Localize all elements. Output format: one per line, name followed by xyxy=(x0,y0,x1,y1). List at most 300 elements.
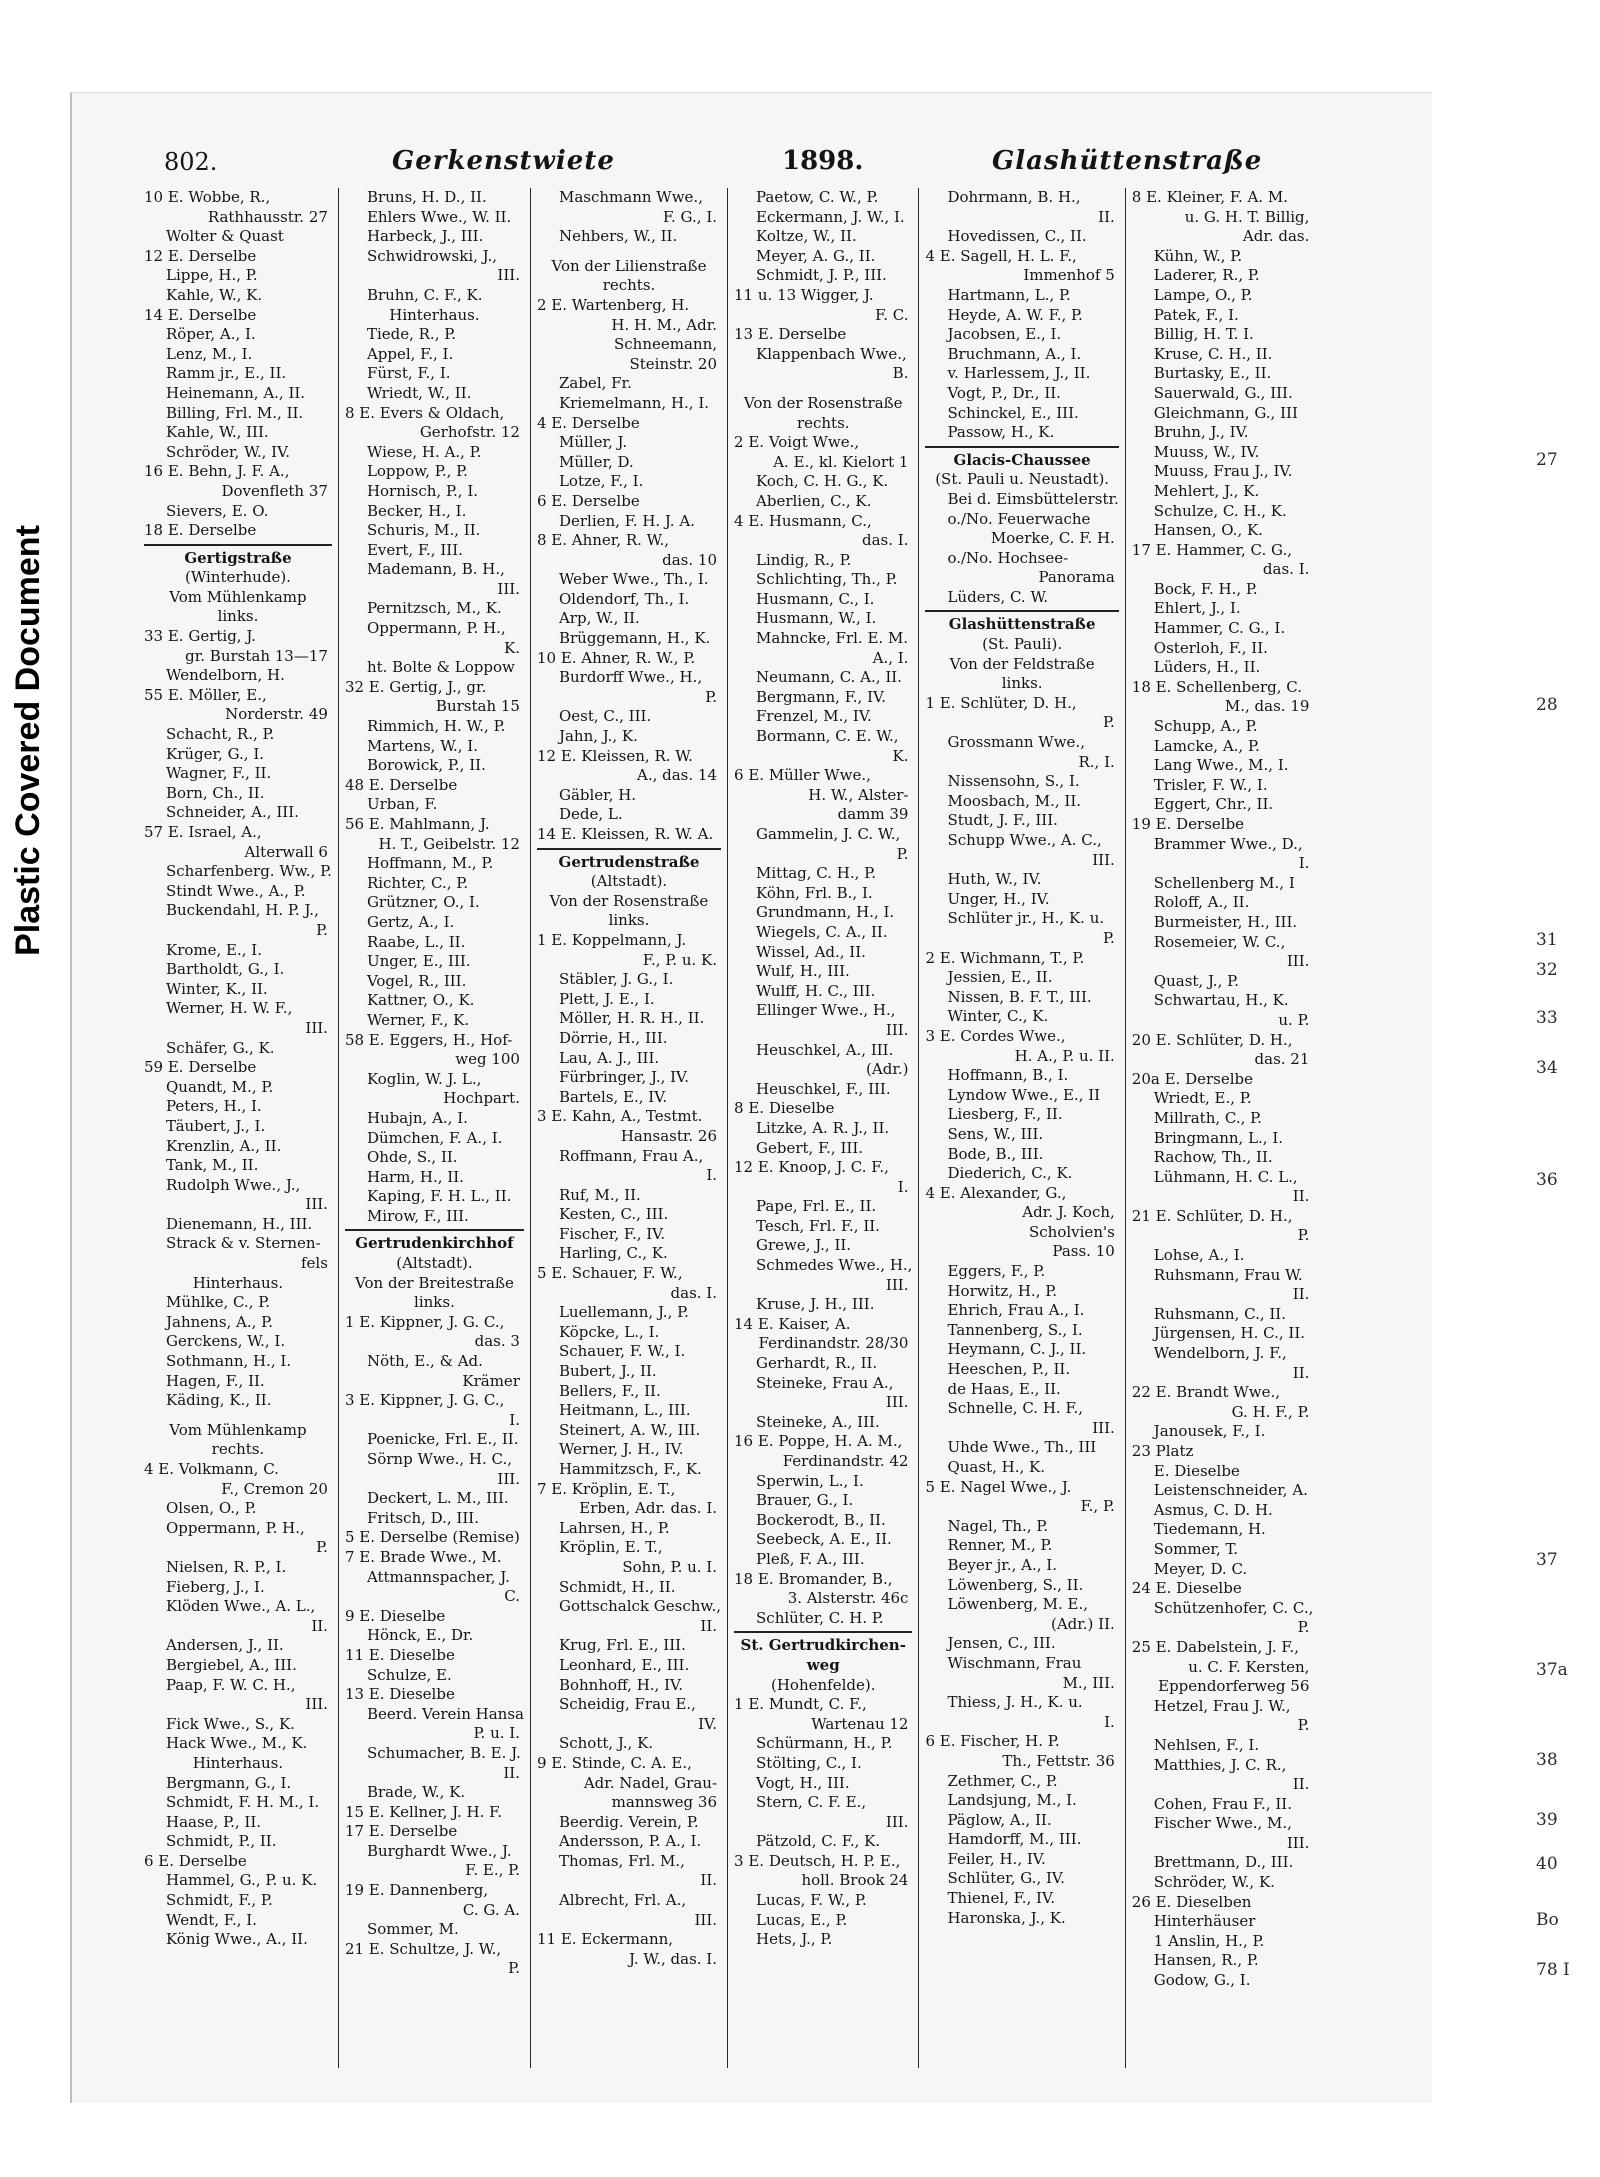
directory-entry: Krenzlin, A., II. xyxy=(166,1136,282,1155)
directory-entry: Fieberg, J., I. xyxy=(166,1577,265,1596)
directory-entry: Thomas, Frl. M., xyxy=(558,1851,685,1870)
directory-entry: K. xyxy=(503,638,520,657)
directory-entry: 4 E. Derselbe xyxy=(536,413,640,432)
directory-entry: Diederich, C., K. xyxy=(947,1164,1073,1183)
directory-entry: Hammer, C. G., I. xyxy=(1153,619,1286,638)
edge-house-number: Bo xyxy=(1536,1910,1559,1930)
directory-entry: das. I. xyxy=(861,531,909,550)
directory-entry: II. xyxy=(503,1763,520,1782)
directory-entry: Lühmann, H. C. L., xyxy=(1153,1167,1298,1186)
directory-entry: Lucas, F. W., P. xyxy=(756,1891,867,1910)
directory-entry: Wiese, H. A., P. xyxy=(366,442,482,461)
street-heading: Glashüttenstraße xyxy=(948,615,1096,634)
directory-entry: Andersson, P. A., I. xyxy=(558,1832,702,1851)
directory-entry: Grossmann Wwe., xyxy=(947,733,1085,752)
directory-entry: G. H. F., P. xyxy=(1231,1402,1310,1421)
directory-entry: Neumann, C. A., II. xyxy=(756,668,902,687)
directory-entry: 10 E. Wobbe, R., xyxy=(144,188,271,206)
directory-entry: Kesten, C., III. xyxy=(558,1205,669,1224)
directory-entry: 15 E. Kellner, J. H. F. xyxy=(344,1802,502,1821)
edge-house-number: 32 xyxy=(1536,960,1558,980)
directory-entry: Panorama xyxy=(1038,568,1115,587)
directory-entry: 2 E. Voigt Wwe., xyxy=(734,433,860,452)
directory-entry: Krug, Frl. E., III. xyxy=(558,1636,686,1655)
directory-entry: Dovenfleth 37 xyxy=(221,481,328,500)
directory-entry: 2 E. Wartenberg, H. xyxy=(536,295,690,314)
directory-entry: Erben, Adr. das. I. xyxy=(579,1499,718,1518)
directory-entry: 1 E. Mundt, C. F., xyxy=(734,1695,867,1714)
directory-entry: Dienemann, H., III. xyxy=(166,1214,313,1233)
directory-entry: Schmidt, F. H. M., I. xyxy=(166,1793,320,1812)
directory-entry: Stern, C. F. E., xyxy=(756,1793,867,1812)
directory-entry: Passow, H., K. xyxy=(947,423,1055,442)
directory-entry: 3 E. Deutsch, H. P. E., xyxy=(734,1851,901,1870)
spacer xyxy=(734,384,912,394)
directory-entry: Asmus, C. D. H. xyxy=(1153,1500,1273,1519)
directory-entry: Heinemann, A., II. xyxy=(166,383,306,402)
directory-entry: P. xyxy=(316,1538,328,1557)
directory-entry: Pernitzsch, M., K. xyxy=(366,599,502,618)
directory-entry: P. xyxy=(316,920,328,939)
directory-entry: Gerhardt, R., II. xyxy=(756,1354,878,1373)
directory-entry: Albrecht, Frl. A., xyxy=(558,1891,687,1910)
directory-entry: Schott, J., K. xyxy=(558,1734,654,1753)
directory-entry: Sens, W., III. xyxy=(947,1124,1044,1143)
directory-entry: Godow, G., I. xyxy=(1153,1971,1251,1990)
directory-entry: E. Dieselbe xyxy=(1153,1461,1240,1480)
directory-entry: Nagel, Th., P. xyxy=(947,1516,1049,1535)
directory-column xyxy=(531,188,728,2068)
directory-entry: R., I. xyxy=(1078,752,1115,771)
directory-entry: Maschmann Wwe., xyxy=(558,188,703,206)
directory-entry: Poenicke, Frl. E., II. xyxy=(366,1430,519,1449)
directory-entry: Roffmann, Frau A., xyxy=(558,1146,704,1165)
directory-entry: Steinert, A. W., III. xyxy=(558,1420,701,1439)
directory-entry: Vogt, P., Dr., II. xyxy=(947,383,1061,402)
directory-entry: Müller, J. xyxy=(558,433,628,452)
directory-entry: Schauer, F. W., I. xyxy=(558,1342,686,1361)
directory-entry: Klöden Wwe., A. L., xyxy=(166,1597,316,1616)
directory-entry: Sothmann, H., I. xyxy=(166,1352,292,1371)
directory-entry: Zabel, Fr. xyxy=(558,374,632,393)
directory-entry: Borowick, P., II. xyxy=(366,756,486,775)
directory-entry: Muuss, Frau J., IV. xyxy=(1153,462,1293,481)
right-running-title: Glashüttenstraße xyxy=(992,146,1263,176)
directory-entry: 14 E. Derselbe xyxy=(144,305,257,324)
directory-entry: Brade, W., K. xyxy=(366,1783,466,1802)
directory-entry: 56 E. Mahlmann, J. xyxy=(344,815,490,833)
directory-entry: Brüggemann, H., K. xyxy=(558,629,711,648)
directory-entry: Steineke, Frau A., xyxy=(756,1373,894,1392)
directory-entry: Ehrich, Frau A., I. xyxy=(947,1301,1085,1320)
directory-entry: Patek, F., I. xyxy=(1153,305,1239,324)
directory-entry: Millrath, C., P. xyxy=(1153,1108,1262,1127)
directory-entry: Heeschen, P., II. xyxy=(947,1360,1071,1379)
directory-entry: C. G. A. xyxy=(462,1900,520,1919)
directory-entry: Ehlert, J., I. xyxy=(1153,599,1241,618)
directory-entry: Heitmann, L., III. xyxy=(558,1401,691,1420)
directory-entry: 11 u. 13 Wigger, J. xyxy=(734,285,874,304)
directory-entry: I. xyxy=(1104,1712,1115,1731)
directory-entry: Unger, E., III. xyxy=(366,952,471,971)
directory-entry: Heuschkel, A., III. xyxy=(756,1040,894,1059)
directory-entry: Wischmann, Frau xyxy=(947,1653,1082,1672)
directory-entry: P. xyxy=(1297,1618,1310,1637)
directory-entry: Rachow, Th., II. xyxy=(1153,1148,1273,1167)
directory-entry: 5 E. Derselbe (Remise) xyxy=(344,1528,520,1547)
directory-entry: Koglin, W. J. L., xyxy=(366,1069,482,1088)
directory-entry: Oest, C., III. xyxy=(558,707,652,726)
directory-entry: Lyndow Wwe., E., II xyxy=(947,1085,1101,1104)
directory-entry: Hartmann, L., P. xyxy=(947,285,1071,304)
directory-entry: Quast, H., K. xyxy=(947,1458,1045,1476)
directory-entry: Sörnp Wwe., H. C., xyxy=(366,1450,512,1468)
directory-entry: Seebeck, A. E., II. xyxy=(756,1530,892,1549)
directory-entry: Hamdorff, M., III. xyxy=(947,1830,1082,1849)
directory-entry: 19 E. Dannenberg, xyxy=(344,1881,489,1900)
directory-entry: 8 E. Dieselbe xyxy=(734,1099,835,1118)
directory-entry: Schlichting, Th., P. xyxy=(756,570,898,589)
section-divider xyxy=(345,1229,524,1231)
directory-entry: Jensen, C., III. xyxy=(947,1634,1056,1653)
directory-entry: A., I. xyxy=(872,648,909,667)
directory-entry: Ehlers Wwe., W. II. xyxy=(366,207,512,226)
directory-entry: Steineke, A., III. xyxy=(756,1412,880,1431)
directory-entry: P. xyxy=(508,1959,520,1978)
edge-house-number: 78 I xyxy=(1536,1960,1570,1980)
directory-entry: Kahle, W., III. xyxy=(166,423,269,442)
directory-entry: Quandt, M., P. xyxy=(166,1077,274,1096)
directory-entry: Schulze, E. xyxy=(366,1665,452,1684)
section-note: (Winterhude). xyxy=(184,568,291,587)
directory-entry: Beerd. Verein Hansa xyxy=(366,1704,524,1723)
directory-entry: P. xyxy=(1102,713,1115,732)
edge-house-number: 31 xyxy=(1536,930,1558,950)
directory-entry: Olsen, O., P. xyxy=(166,1499,257,1518)
directory-entry: Grundmann, H., I. xyxy=(756,903,895,922)
directory-entry: Eggers, F., P. xyxy=(947,1262,1046,1281)
directory-entry: Grewe, J., II. xyxy=(756,1236,852,1255)
directory-entry: Husmann, C., I. xyxy=(756,589,875,608)
directory-entry: Lenz, M., I. xyxy=(166,344,253,363)
directory-entry: Scharfenberg. Ww., P. xyxy=(166,862,332,881)
directory-entry: Lüders, C. W. xyxy=(947,587,1049,606)
directory-entry: Wendelborn, H. xyxy=(166,666,285,685)
directory-entry: 14 E. Kaiser, A. xyxy=(734,1314,851,1333)
directory-entry: Kriemelmann, H., I. xyxy=(558,393,710,412)
directory-entry: Bode, B., III. xyxy=(947,1144,1044,1163)
directory-entry: Immenhof 5 xyxy=(1023,266,1115,285)
directory-entry: III. xyxy=(305,1695,328,1714)
section-divider xyxy=(734,1631,912,1633)
directory-entry: Haase, P., II. xyxy=(166,1812,262,1831)
directory-entry: Tiede, R., P. xyxy=(366,325,457,344)
directory-entry: Lamcke, A., P. xyxy=(1153,736,1260,755)
directory-entry: Sohn, P. u. I. xyxy=(622,1557,718,1576)
directory-entry: de Haas, E., II. xyxy=(947,1379,1061,1398)
section-note: (St. Pauli u. Neustadt). xyxy=(935,470,1110,489)
directory-entry: Schmidt, F., P. xyxy=(166,1891,273,1910)
directory-entry: Gleichmann, G., III xyxy=(1153,403,1298,422)
directory-entry: Tiedemann, H. xyxy=(1153,1520,1266,1539)
directory-entry: F. G., I. xyxy=(662,207,718,226)
directory-entry: Gertz, A., I. xyxy=(366,912,455,931)
directory-entry: o./No. Feuerwache xyxy=(947,509,1091,528)
directory-entry: Fischer Wwe., M., xyxy=(1153,1814,1292,1833)
directory-column xyxy=(728,188,919,2068)
directory-entry: 9 E. Stinde, C. A. E., xyxy=(536,1753,692,1772)
directory-entry: Fürst, F., I. xyxy=(366,364,451,383)
section-note: links. xyxy=(608,911,650,930)
directory-entry: Pätzold, C. F., K. xyxy=(756,1832,881,1851)
directory-entry: Schmedes Wwe., H., xyxy=(756,1256,913,1275)
directory-entry: Lucas, E., P. xyxy=(756,1910,848,1929)
directory-entry: Buckendahl, H. P. J., xyxy=(166,901,319,920)
directory-entry: Harling, C., K. xyxy=(558,1244,668,1263)
directory-entry: II. xyxy=(311,1616,328,1635)
directory-entry: ht. Bolte & Loppow xyxy=(366,658,515,677)
directory-entry: Bock, F. H., P. xyxy=(1153,579,1258,598)
directory-entry: Nöth, E., & Ad. xyxy=(366,1352,483,1371)
directory-entry: Nehbers, W., II. xyxy=(558,227,678,246)
directory-entry: Norderstr. 49 xyxy=(225,705,328,724)
directory-entry: Röper, A., I. xyxy=(166,325,256,344)
directory-entry: IV. xyxy=(698,1714,718,1733)
section-note: rechts. xyxy=(602,276,656,295)
directory-entry: Andersen, J., II. xyxy=(166,1636,284,1655)
directory-entry: Harbeck, J., III. xyxy=(366,227,484,246)
directory-entry: Hets, J., P. xyxy=(756,1930,833,1949)
directory-entry: Schützenhofer, C. C., xyxy=(1153,1598,1314,1617)
directory-entry: Vogel, R., III. xyxy=(366,971,467,990)
directory-entry: 32 E. Gertig, J., gr. xyxy=(344,677,487,696)
directory-entry: III. xyxy=(1092,1418,1115,1437)
directory-entry: Schmidt, J. P., III. xyxy=(756,266,887,285)
directory-entry: Sauerwald, G., III. xyxy=(1153,383,1293,402)
directory-entry: Huth, W., IV. xyxy=(947,870,1042,889)
directory-entry: Ruhsmann, Frau W. xyxy=(1153,1265,1303,1284)
directory-entry: Luellemann, J., P. xyxy=(558,1303,689,1322)
directory-entry: Kröplin, E. T., xyxy=(558,1538,663,1557)
section-note: (Altstadt). xyxy=(396,1254,473,1273)
directory-entry: III. xyxy=(305,1195,328,1214)
directory-entry: Rimmich, H. W., P. xyxy=(366,717,506,736)
edge-house-number: 37 xyxy=(1536,1550,1558,1570)
directory-entry: Sievers, E. O. xyxy=(166,501,269,520)
directory-entry: 14 E. Kleissen, R. W. A. xyxy=(536,825,714,843)
directory-entry: 1 E. Schlüter, D. H., xyxy=(925,693,1077,712)
directory-entry: Richter, C., P. xyxy=(366,873,469,892)
directory-entry: Schwartau, H., K. xyxy=(1153,991,1289,1010)
directory-entry: Lau, A. J., III. xyxy=(558,1048,660,1067)
directory-entry: Strack & v. Sternen- xyxy=(166,1234,321,1253)
directory-entry: u. G. H. T. Billig, xyxy=(1184,207,1310,226)
directory-entry: Mirow, F., III. xyxy=(366,1206,469,1225)
directory-entry: Schlüter, C. H. P. xyxy=(756,1608,884,1627)
directory-entry: Köpcke, L., I. xyxy=(558,1322,660,1341)
directory-entry: 20 E. Schlüter, D. H., xyxy=(1131,1030,1293,1049)
directory-entry: weg 100 xyxy=(455,1050,520,1069)
directory-entry: Gerhofstr. 12 xyxy=(419,423,520,442)
directory-entry: Mademann, B. H., xyxy=(366,560,505,579)
directory-entry: Heymann, C. J., II. xyxy=(947,1340,1087,1359)
directory-entry: III. xyxy=(1286,1833,1310,1852)
directory-entry: 7 E. Brade Wwe., M. xyxy=(344,1547,502,1566)
directory-entry: P. xyxy=(896,844,909,863)
directory-entry: Winter, C., K. xyxy=(947,1007,1049,1026)
directory-entry: Bartholdt, G., I. xyxy=(166,960,285,979)
section-note: (Altstadt). xyxy=(590,872,668,891)
directory-entry: Billig, H. T. I. xyxy=(1153,325,1254,344)
directory-entry: Rudolph Wwe., J., xyxy=(166,1175,301,1194)
directory-entry: Fischer, F., IV. xyxy=(558,1224,666,1243)
directory-entry: Krüger, G., I. xyxy=(166,744,265,763)
directory-entry: Adr. das. xyxy=(1242,227,1310,246)
directory-entry: Nielsen, R. P., I. xyxy=(166,1557,287,1576)
directory-entry: Trisler, F. W., I. xyxy=(1153,775,1268,794)
directory-entry: Pleß, F. A., III. xyxy=(756,1549,865,1568)
directory-entry: II. xyxy=(1098,207,1115,226)
directory-entry: Martens, W., I. xyxy=(366,736,479,755)
directory-entry: Schacht, R., P. xyxy=(166,725,275,744)
directory-entry: Kahle, W., K. xyxy=(166,285,263,304)
directory-entry: Bergmann, F., IV. xyxy=(756,687,886,706)
edge-house-number: 33 xyxy=(1536,1008,1558,1028)
directory-entry: Gerckens, W., I. xyxy=(166,1332,286,1351)
directory-entry: Wulf, H., III. xyxy=(756,962,850,981)
directory-entry: Hansen, O., K. xyxy=(1153,521,1263,540)
directory-entry: Renner, M., P. xyxy=(947,1536,1053,1555)
directory-entry: 4 E. Volkmann, C. xyxy=(144,1460,279,1478)
edge-house-number: 27 xyxy=(1536,450,1558,470)
directory-entry: Tannenberg, S., I. xyxy=(947,1320,1083,1339)
directory-entry: Eckermann, J. W., I. xyxy=(756,207,905,226)
street-heading: St. Gertrudkirchen- xyxy=(740,1636,906,1655)
directory-entry: u. P. xyxy=(1278,1010,1310,1029)
directory-entry: 59 E. Derselbe xyxy=(144,1058,257,1077)
directory-entry: 26 E. Dieselben xyxy=(1131,1892,1252,1911)
directory-entry: Aberlien, C., K. xyxy=(756,491,872,510)
directory-entry: 21 E. Schlüter, D. H., xyxy=(1131,1206,1293,1225)
section-note: (Hohenfelde). xyxy=(770,1675,876,1694)
directory-entry: Vogt, H., III. xyxy=(756,1773,850,1792)
section-note: Von der Rosenstraße xyxy=(743,393,903,412)
directory-entry: Tesch, Frl. F., II. xyxy=(756,1216,880,1235)
directory-column xyxy=(919,188,1125,2068)
directory-entry: Schuris, M., II. xyxy=(366,521,481,540)
directory-entry: 6 E. Derselbe xyxy=(536,491,640,510)
directory-entry: Wriedt, W., II. xyxy=(366,383,472,402)
directory-entry: H. W., Alster- xyxy=(808,785,909,804)
directory-entry: Lang Wwe., M., I. xyxy=(1153,756,1289,775)
directory-entry: Pape, Frl. E., II. xyxy=(756,1197,877,1216)
directory-entry: F., Cremon 20 xyxy=(221,1479,328,1498)
directory-entry: (Adr.) II. xyxy=(1050,1614,1115,1633)
directory-entry: Winter, K., II. xyxy=(166,979,268,998)
directory-entry: Bellers, F., II. xyxy=(558,1381,661,1400)
directory-entry: 8 E. Ahner, R. W., xyxy=(536,531,670,550)
directory-entry: Gäbler, H. xyxy=(558,785,637,804)
directory-entry: Evert, F., III. xyxy=(366,540,463,559)
directory-entry: Laderer, R., P. xyxy=(1153,266,1260,285)
directory-entry: Ramm jr., E., II. xyxy=(166,364,287,383)
directory-entry: Bergiebel, A., III. xyxy=(166,1655,297,1674)
directory-entry: Hansastr. 26 xyxy=(620,1126,718,1145)
directory-entry: Heuschkel, F., III. xyxy=(756,1079,891,1098)
page-number: 802. xyxy=(164,148,218,176)
directory-entry: Lindig, R., P. xyxy=(756,550,852,569)
directory-entry: Burdorff Wwe., H., xyxy=(558,668,703,687)
directory-entry: Mühlke, C., P. xyxy=(166,1293,271,1312)
directory-entry: B. xyxy=(892,364,909,383)
directory-entry: 48 E. Derselbe xyxy=(344,775,458,794)
directory-entry: J. W., das. I. xyxy=(629,1949,718,1968)
directory-entry: M., III. xyxy=(1062,1673,1115,1692)
section-note: Von der Rosenstraße xyxy=(549,891,709,910)
directory-entry: 4 E. Husmann, C., xyxy=(734,511,872,530)
directory-entry: Alterwall 6 xyxy=(244,842,328,861)
directory-entry: Bergmann, G., I. xyxy=(166,1773,292,1792)
directory-entry: Weber Wwe., Th., I. xyxy=(558,570,709,589)
edge-house-number: 37a xyxy=(1536,1660,1568,1680)
directory-entry: Gammelin, J. C. W., xyxy=(756,825,901,843)
directory-entry: Hammel, G., P. u. K. xyxy=(166,1871,318,1890)
directory-entry: Bohnhoff, H., IV. xyxy=(558,1675,683,1694)
directory-entry: o./No. Hochsee- xyxy=(947,548,1069,567)
directory-entry: Cohen, Frau F., II. xyxy=(1153,1794,1292,1813)
directory-entry: 3 E. Kahn, A., Testmt. xyxy=(536,1107,703,1126)
directory-entry: III. xyxy=(885,1812,909,1831)
directory-entry: Billing, Frl. M., II. xyxy=(166,403,304,422)
directory-entry: 23 Platz xyxy=(1131,1442,1194,1460)
directory-entry: das. I. xyxy=(1262,560,1310,579)
directory-entry: Fick Wwe., S., K. xyxy=(166,1714,295,1733)
directory-entry: 57 E. Israel, A., xyxy=(144,823,262,841)
directory-entry: Landsjung, M., I. xyxy=(947,1791,1077,1810)
directory-entry: Wagner, F., II. xyxy=(166,764,272,783)
directory-entry: A. E., kl. Kielort 1 xyxy=(773,452,909,471)
directory-entry: Lüders, H., II. xyxy=(1153,658,1261,677)
year: 1898. xyxy=(782,146,864,176)
directory-entry: Derlien, F. H. J. A. xyxy=(558,511,695,530)
directory-entry: Wendt, F., I. xyxy=(166,1910,257,1929)
directory-entry: Appel, F., I. xyxy=(366,344,454,363)
directory-entry: Leistenschneider, A. xyxy=(1153,1481,1308,1500)
directory-entry: Ruhsmann, C., II. xyxy=(1153,1304,1286,1323)
directory-entry: Dede, L. xyxy=(558,805,623,824)
section-note: Von der Lilienstraße xyxy=(551,256,707,275)
street-heading: Glacis-Chaussee xyxy=(953,450,1091,469)
directory-entry: Nissensohn, S., I. xyxy=(947,772,1080,791)
directory-entry: Klappenbach Wwe., xyxy=(756,344,907,363)
section-divider xyxy=(537,848,721,850)
directory-entry: Hammitzsch, F., K. xyxy=(558,1460,702,1478)
directory-entry: mannsweg 36 xyxy=(611,1793,718,1812)
directory-entry: Hönck, E., Dr. xyxy=(366,1626,474,1645)
directory-entry: M., das. 19 xyxy=(1224,697,1310,716)
directory-entry: Burtasky, E., II. xyxy=(1153,364,1272,383)
directory-entry: 16 E. Behn, J. F. A., xyxy=(144,462,290,481)
directory-entry: Schneemann, xyxy=(614,335,718,354)
page-header xyxy=(92,146,1263,186)
directory-entry: Rosemeier, W. C., xyxy=(1153,932,1286,951)
directory-entry: Kühn, W., P. xyxy=(1153,246,1243,265)
directory-entry: III. xyxy=(694,1910,718,1929)
directory-entry: Mittag, C. H., P. xyxy=(756,864,876,883)
directory-entry: Beyer jr., A., I. xyxy=(947,1555,1057,1574)
directory-entry: III. xyxy=(497,266,520,285)
directory-entry: H. A., P. u. II. xyxy=(1014,1046,1115,1065)
